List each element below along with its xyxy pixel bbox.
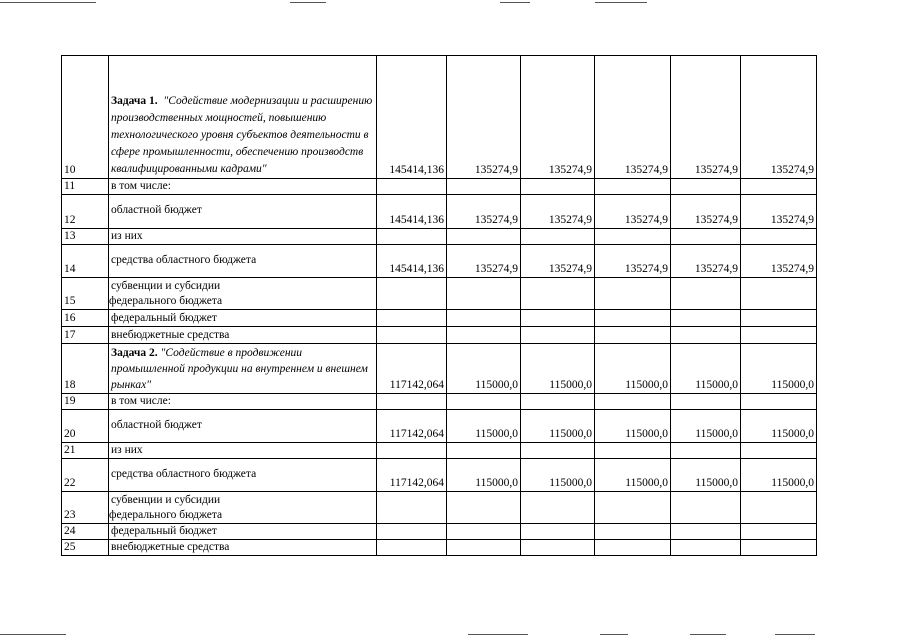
value-cell	[595, 540, 671, 556]
value-cell: 115000,0	[741, 459, 817, 492]
value-cell: 115000,0	[741, 410, 817, 443]
value-cell	[447, 492, 521, 524]
value-cell	[447, 229, 521, 245]
value-cell	[447, 394, 521, 410]
value-cell	[741, 540, 817, 556]
value-cell	[671, 492, 741, 524]
value-cell	[521, 310, 595, 327]
value-cell: 135274,9	[671, 56, 741, 179]
scan-edge-top-mid2	[500, 2, 530, 3]
value-cell	[377, 524, 447, 540]
value-cell	[741, 278, 817, 310]
value-cell	[741, 310, 817, 327]
value-cell: 135274,9	[521, 195, 595, 229]
value-cell: 115000,0	[671, 344, 741, 394]
value-cell: 117142,064	[377, 344, 447, 394]
value-cell	[671, 394, 741, 410]
value-cell	[447, 327, 521, 344]
row-label: средства областного бюджета	[109, 245, 377, 278]
row-number: 14	[62, 245, 109, 278]
value-cell	[377, 310, 447, 327]
value-cell	[671, 179, 741, 195]
value-cell: 115000,0	[447, 410, 521, 443]
value-cell	[595, 524, 671, 540]
row-number: 23	[62, 492, 109, 524]
value-cell	[671, 278, 741, 310]
value-cell	[671, 524, 741, 540]
row-label: из них	[109, 229, 377, 245]
table-row	[62, 310, 817, 327]
value-cell	[741, 492, 817, 524]
value-cell: 135274,9	[595, 245, 671, 278]
row-label: в том числе:	[109, 179, 377, 195]
value-cell	[671, 229, 741, 245]
task-label: Задача 2.	[111, 347, 158, 359]
row-number: 25	[62, 540, 109, 556]
table-row	[62, 394, 817, 410]
value-cell: 145414,136	[377, 56, 447, 179]
row-label: средства областного бюджета	[109, 459, 377, 492]
value-cell: 115000,0	[671, 410, 741, 443]
row-label: федеральный бюджет	[109, 310, 377, 327]
value-cell	[377, 540, 447, 556]
table-row	[62, 245, 817, 278]
value-cell: 145414,136	[377, 245, 447, 278]
value-cell: 135274,9	[671, 195, 741, 229]
task-label: Задача 1.	[111, 95, 158, 107]
scan-edge-bottom-left	[0, 634, 66, 635]
value-cell	[595, 327, 671, 344]
row-number: 12	[62, 195, 109, 229]
value-cell	[377, 443, 447, 459]
value-cell: 117142,064	[377, 459, 447, 492]
value-cell	[595, 394, 671, 410]
value-cell	[447, 310, 521, 327]
row-label	[109, 278, 377, 310]
value-cell	[595, 443, 671, 459]
value-cell	[741, 179, 817, 195]
value-cell	[377, 229, 447, 245]
value-cell: 135274,9	[595, 195, 671, 229]
row-label: внебюджетные средства	[109, 540, 377, 556]
budget-table	[61, 55, 817, 556]
value-cell: 145414,136	[377, 195, 447, 229]
row-label: из них	[109, 443, 377, 459]
table-row	[62, 492, 817, 524]
value-cell	[377, 394, 447, 410]
value-cell: 115000,0	[595, 410, 671, 443]
value-cell: 135274,9	[671, 245, 741, 278]
row-number: 17	[62, 327, 109, 344]
scan-edge-top-left	[0, 2, 96, 3]
row-label	[109, 492, 377, 524]
value-cell	[377, 327, 447, 344]
value-cell: 115000,0	[521, 459, 595, 492]
value-cell: 115000,0	[595, 344, 671, 394]
scan-edge-bottom-mid	[468, 634, 528, 635]
value-cell	[521, 540, 595, 556]
value-cell	[595, 229, 671, 245]
table-row	[62, 229, 817, 245]
value-cell	[377, 278, 447, 310]
value-cell: 115000,0	[447, 459, 521, 492]
row-label: федеральный бюджет	[109, 524, 377, 540]
table-row	[62, 327, 817, 344]
table-row	[62, 344, 817, 394]
value-cell	[595, 310, 671, 327]
value-cell: 115000,0	[595, 459, 671, 492]
value-cell: 115000,0	[671, 459, 741, 492]
row-number: 16	[62, 310, 109, 327]
value-cell	[741, 394, 817, 410]
row-number: 15	[62, 278, 109, 310]
value-cell: 115000,0	[521, 344, 595, 394]
value-cell: 135274,9	[521, 56, 595, 179]
row-label: внебюджетные средства	[109, 327, 377, 344]
value-cell: 135274,9	[595, 56, 671, 179]
scan-edge-bottom-right	[690, 634, 726, 635]
value-cell	[447, 524, 521, 540]
value-cell	[671, 540, 741, 556]
row-number: 11	[62, 179, 109, 195]
value-cell	[521, 179, 595, 195]
value-cell: 135274,9	[447, 195, 521, 229]
row-number: 10	[62, 56, 109, 179]
task-description: "Содействие в продвижении промышленной продукции на внутреннем и внешнем рынках"	[111, 347, 368, 391]
value-cell	[521, 278, 595, 310]
row-label-line1: субвенции и субсидии	[111, 494, 221, 506]
value-cell: 115000,0	[521, 410, 595, 443]
row-number: 19	[62, 394, 109, 410]
table-row	[62, 195, 817, 229]
value-cell	[741, 524, 817, 540]
value-cell	[377, 179, 447, 195]
table-row	[62, 443, 817, 459]
value-cell	[741, 229, 817, 245]
row-number: 24	[62, 524, 109, 540]
value-cell	[447, 540, 521, 556]
value-cell: 135274,9	[741, 56, 817, 179]
scan-edge-top-mid3	[595, 2, 647, 3]
table-row	[62, 179, 817, 195]
task-title-cell	[109, 344, 377, 394]
value-cell	[521, 394, 595, 410]
value-cell	[447, 179, 521, 195]
table-row	[62, 278, 817, 310]
row-number: 21	[62, 443, 109, 459]
table-row	[62, 459, 817, 492]
row-number: 20	[62, 410, 109, 443]
table-row	[62, 410, 817, 443]
row-label-line2: федерального бюджета	[109, 295, 223, 307]
row-label-line1: субвенции и субсидии	[111, 280, 221, 292]
scan-edge-bottom-mid2	[600, 634, 628, 635]
value-cell	[741, 443, 817, 459]
value-cell: 135274,9	[741, 195, 817, 229]
value-cell: 115000,0	[741, 344, 817, 394]
value-cell	[377, 492, 447, 524]
value-cell	[447, 278, 521, 310]
row-label: областной бюджет	[109, 410, 377, 443]
value-cell: 135274,9	[447, 245, 521, 278]
task-title-cell	[109, 56, 377, 179]
value-cell	[741, 327, 817, 344]
row-label-line2: федерального бюджета	[109, 509, 223, 521]
value-cell	[521, 327, 595, 344]
value-cell	[671, 327, 741, 344]
value-cell: 135274,9	[447, 56, 521, 179]
scan-edge-top-mid	[290, 2, 326, 3]
value-cell	[671, 443, 741, 459]
row-label: областной бюджет	[109, 195, 377, 229]
value-cell	[595, 278, 671, 310]
scan-edge-bottom-right2	[775, 634, 815, 635]
value-cell: 115000,0	[447, 344, 521, 394]
value-cell	[521, 524, 595, 540]
value-cell: 135274,9	[741, 245, 817, 278]
row-number: 22	[62, 459, 109, 492]
table-row	[62, 540, 817, 556]
row-number: 18	[62, 344, 109, 394]
value-cell	[521, 443, 595, 459]
table-row	[62, 56, 817, 179]
value-cell	[521, 492, 595, 524]
row-label: в том числе:	[109, 394, 377, 410]
task-description: "Содействие модернизации и расширению производственных мощностей, повышению технологического уровня субъектов деятельности в сфере промышленности, обеспечению производств квалифицированными кадрами"	[111, 95, 373, 175]
row-number: 13	[62, 229, 109, 245]
value-cell	[671, 310, 741, 327]
value-cell: 135274,9	[521, 245, 595, 278]
value-cell	[447, 443, 521, 459]
value-cell	[595, 492, 671, 524]
value-cell: 117142,064	[377, 410, 447, 443]
value-cell	[595, 179, 671, 195]
value-cell	[521, 229, 595, 245]
table-row	[62, 524, 817, 540]
